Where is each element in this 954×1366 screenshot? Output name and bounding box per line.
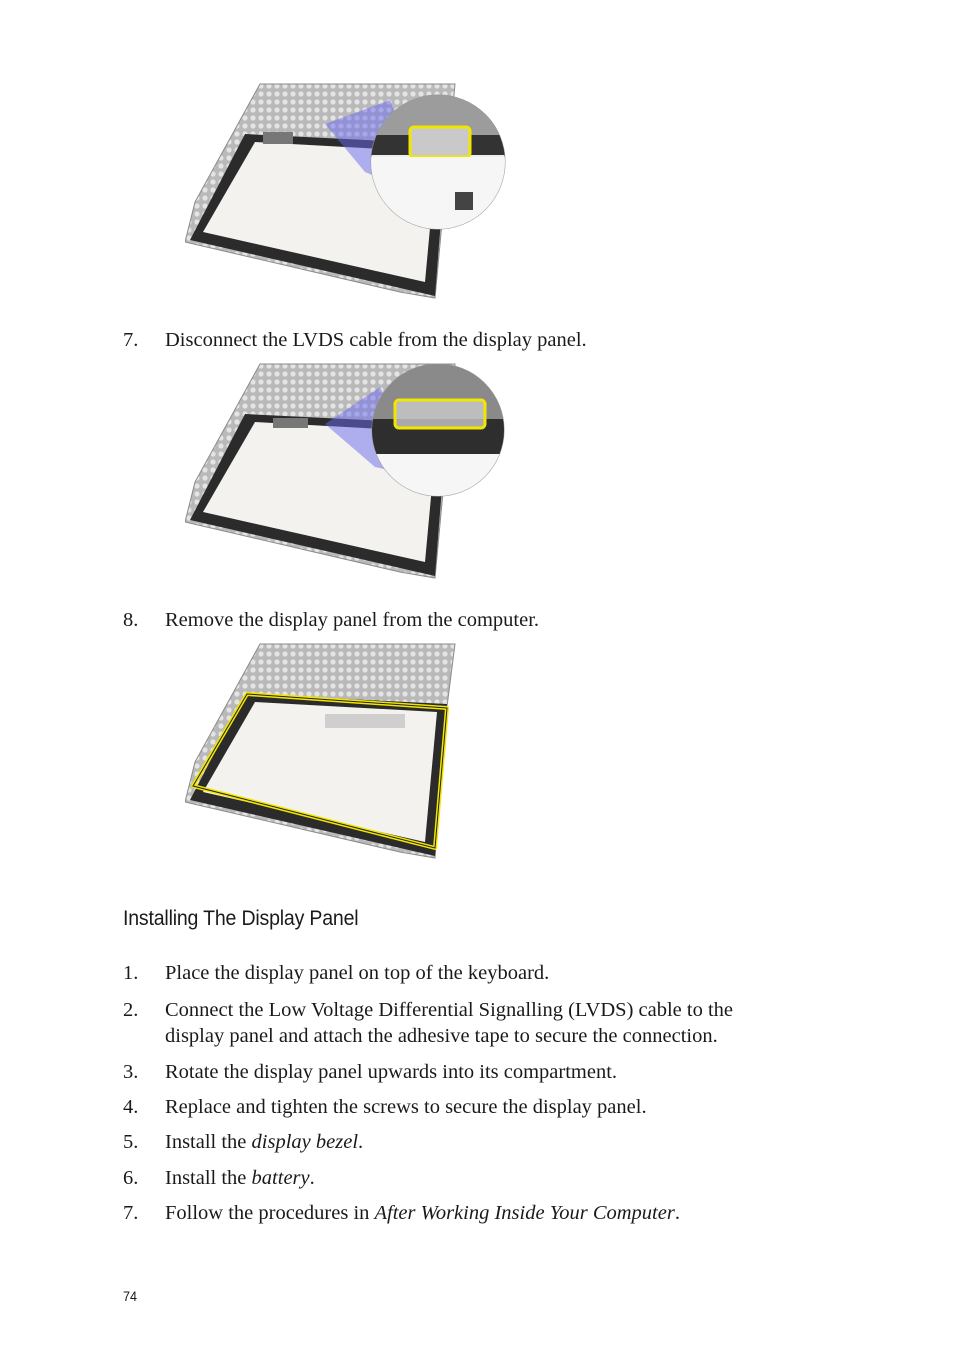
step-suffix: . [358, 1131, 364, 1153]
step-number: 5. [123, 1131, 139, 1153]
step-number: 1. [123, 962, 139, 984]
step-prefix: Install the [165, 1167, 252, 1189]
step-text [165, 1129, 845, 1155]
link-battery[interactable]: battery [251, 1167, 310, 1189]
step-text: Place the display panel on top of the keyboard. [165, 962, 550, 984]
step-number: 2. [123, 999, 139, 1021]
step-text [165, 997, 845, 1049]
link-display-bezel[interactable]: display bezel [251, 1131, 359, 1153]
section-title: Installing The Display Panel [123, 907, 359, 930]
step-text [165, 1165, 845, 1191]
step-text: Replace and tighten the screws to secure the display panel. [165, 1096, 647, 1118]
step-prefix: Follow the procedures in [165, 1202, 375, 1224]
step-text: Remove the display panel from the computer. [165, 609, 540, 631]
step-prefix: Install the [165, 1131, 252, 1153]
step-number: 4. [123, 1096, 139, 1118]
link-after-working[interactable]: After Working Inside Your Computer [374, 1202, 675, 1224]
step-number: 6. [123, 1167, 139, 1189]
step-number: 7. [123, 1202, 139, 1224]
page-number: 74 [123, 1288, 138, 1304]
step-text: Disconnect the LVDS cable from the display panel. [165, 329, 587, 351]
step-number: 3. [123, 1061, 139, 1083]
step-suffix: . [309, 1167, 315, 1189]
step-text: Rotate the display panel upwards into its compartment. [165, 1061, 618, 1083]
figure-remove-panel [185, 642, 475, 862]
step-text-line: display panel and attach the adhesive tape to secure the connection. [165, 1025, 718, 1047]
step-suffix: . [674, 1202, 680, 1224]
step-number: 7. [123, 329, 139, 351]
step-text [165, 1200, 845, 1226]
figure-lvds-tape [185, 82, 510, 302]
figure-lvds-cable [185, 362, 510, 582]
step-text-line: Connect the Low Voltage Differential Signalling (LVDS) cable to the [165, 999, 734, 1021]
step-number: 8. [123, 609, 139, 631]
